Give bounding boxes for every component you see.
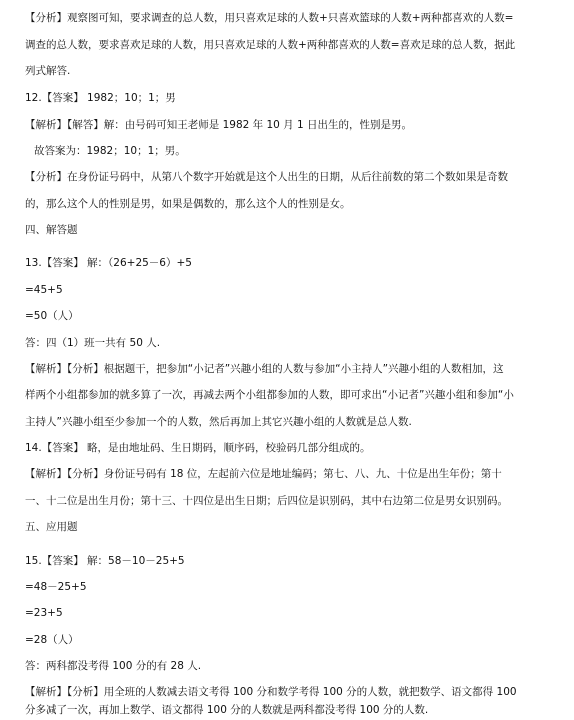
analysis-line: 列式解答. (25, 65, 71, 77)
calculation-step: =45+5 (25, 284, 63, 296)
section-heading: 五、应用题 (25, 521, 78, 533)
explanation-line: 一、十二位是出生月份；第十三、十四位是出生日期；后四位是识别码，其中右边第二位是男女识别码。 (25, 495, 508, 507)
calculation-step: =23+5 (25, 607, 63, 619)
answer-statement: 答：四（1）班一共有 50 人. (25, 337, 161, 349)
calculation-step: =48－25+5 (25, 581, 87, 593)
explanation-line: 【解析】【分析】根据题干，把参加“小记者”兴趣小组的人数与参加“小主持人”兴趣小组的人数相加，这 (25, 363, 504, 375)
answer-13: 13.【答案】 解：（26+25－6）+5 (25, 257, 192, 269)
explanation-line: 【解析】【分析】用全班的人数减去语文考得 100 分和数学考得 100 分的人数，就把数学、语文都得 100 (25, 686, 517, 698)
section-heading: 四、解答题 (25, 224, 78, 236)
analysis-line: 【分析】在身份证号码中，从第八个数字开始就是这个人出生的日期，从后往前数的第二个数如果是奇数 (25, 171, 508, 183)
analysis-line: 【分析】观察图可知，要求调查的总人数，用只喜欢足球的人数+只喜欢篮球的人数+两种都喜欢的人数= (25, 12, 514, 24)
answer-15: 15.【答案】 解：58－10－25+5 (25, 555, 185, 567)
answer-12: 12.【答案】 1982；10；1；男 (25, 92, 176, 104)
conclusion-line: 故答案为：1982；10；1；男。 (34, 145, 186, 157)
explanation-line: 【解析】【分析】身份证号码有 18 位，左起前六位是地址编码；第七、八、九、十位是出生年份；第十 (25, 468, 502, 480)
analysis-line: 调查的总人数，要求喜欢足球的人数，用只喜欢足球的人数+两种都喜欢的人数=喜欢足球的总人数，据此 (25, 39, 516, 51)
explanation-line: 样两个小组都参加的就多算了一次，再减去两个小组都参加的人数，即可求出“小记者”兴趣小组和参加“小 (25, 389, 514, 401)
answer-14: 14.【答案】 略，是由地址码、生日期码，顺序码，校验码几部分组成的。 (25, 442, 371, 454)
calculation-step: =50（人） (25, 310, 79, 322)
explanation-line: 主持人”兴趣小组至少参加一个的人数，然后再加上其它兴趣小组的人数就是总人数. (25, 416, 412, 428)
explanation-line: 【解析】【解答】解：由号码可知王老师是 1982 年 10 月 1 日出生的，性别是男。 (25, 119, 413, 131)
explanation-line: 分多减了一次，再加上数学、语文都得 100 分的人数就是两科都没考得 100 分的人数. (25, 704, 429, 716)
answer-statement: 答：两科都没考得 100 分的有 28 人. (25, 660, 202, 672)
analysis-line: 的，那么这个人的性别是男，如果是偶数的，那么这个人的性别是女。 (25, 198, 351, 210)
calculation-step: =28（人） (25, 634, 79, 646)
